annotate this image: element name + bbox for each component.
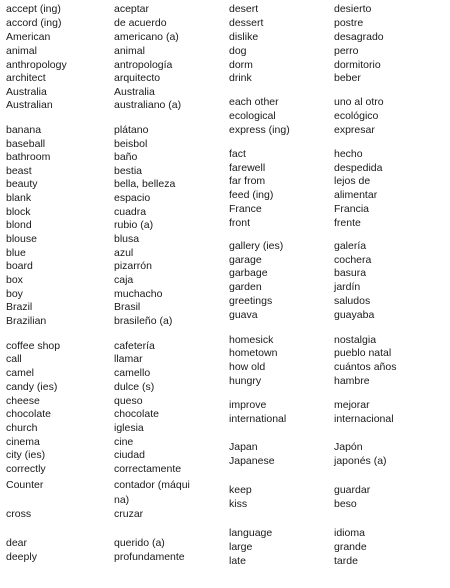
glossary-term: iglesia	[114, 422, 144, 434]
glossary-term: hungry	[229, 375, 262, 387]
glossary-term: dormitorio	[334, 59, 381, 71]
glossary-term: garden	[229, 281, 262, 293]
glossary-term: galería	[334, 240, 367, 252]
glossary-term: how old	[229, 361, 266, 373]
glossary-term: animal	[114, 45, 145, 57]
glossary-term: jardín	[334, 281, 361, 293]
glossary-term: hambre	[334, 375, 370, 387]
glossary-term: perro	[334, 45, 359, 57]
glossary-term: language	[229, 527, 273, 539]
glossary-term: animal	[6, 45, 37, 57]
glossary-term: mejorar	[334, 399, 370, 411]
glossary-term: correctly	[6, 463, 46, 475]
glossary-term: call	[6, 353, 22, 365]
glossary-term: ecological	[229, 110, 276, 122]
glossary-term: llamar	[114, 353, 143, 365]
glossary-term: Brazilian	[6, 315, 47, 327]
glossary-term: cafetería	[114, 340, 155, 352]
glossary-term: tarde	[334, 555, 358, 567]
glossary-term: lejos de	[334, 175, 371, 187]
glossary-term: queso	[114, 395, 143, 407]
glossary-term: expresar	[334, 124, 375, 136]
glossary-term: keep	[229, 484, 252, 496]
glossary-term: azul	[114, 247, 134, 259]
glossary-term: internacional	[334, 413, 394, 425]
glossary-term: basura	[334, 267, 367, 279]
glossary-term: cine	[114, 436, 134, 448]
glossary-term: caja	[114, 274, 134, 286]
glossary-term: uno al otro	[334, 96, 384, 108]
glossary-term: kiss	[229, 498, 248, 510]
glossary-term: chocolate	[6, 408, 51, 420]
glossary-term: Australia	[6, 86, 47, 98]
glossary-term: farewell	[229, 162, 266, 174]
glossary-term: pueblo natal	[334, 347, 392, 359]
glossary-term: dulce (s)	[114, 381, 155, 393]
glossary-term: dessert	[229, 17, 264, 29]
glossary-term: arquitecto	[114, 72, 161, 84]
glossary-term: candy (ies)	[6, 381, 58, 393]
glossary-term: Japan	[229, 441, 258, 453]
glossary-term: late	[229, 555, 246, 567]
glossary-term: baño	[114, 151, 138, 163]
glossary-term: de acuerdo	[114, 17, 167, 29]
glossary-term: express (ing)	[229, 124, 290, 136]
glossary-term: querido (a)	[114, 537, 165, 549]
glossary-term: blouse	[6, 233, 37, 245]
glossary-term: despedida	[334, 162, 383, 174]
glossary-term: banana	[6, 124, 42, 136]
glossary-term: greetings	[229, 295, 273, 307]
glossary-term: espacio	[114, 192, 151, 204]
glossary-term: antropología	[114, 59, 173, 71]
glossary-term: beber	[334, 72, 361, 84]
glossary-term: Francia	[334, 203, 370, 215]
glossary-term: fact	[229, 148, 246, 160]
glossary-term: beast	[6, 165, 32, 177]
glossary-term: large	[229, 541, 253, 553]
glossary-term: box	[6, 274, 23, 286]
glossary-term: Japanese	[229, 455, 275, 467]
glossary-term: chocolate	[114, 408, 159, 420]
glossary-term: homesick	[229, 334, 274, 346]
glossary-term: ciudad	[114, 449, 145, 461]
glossary-term: each other	[229, 96, 279, 108]
glossary-term: bathroom	[6, 151, 51, 163]
glossary-term: deeply	[6, 551, 37, 563]
glossary-term: block	[6, 206, 31, 218]
glossary-term: plátano	[114, 124, 149, 136]
glossary-term: board	[6, 260, 33, 272]
glossary-term: guava	[229, 309, 258, 321]
glossary-term: na)	[114, 494, 130, 506]
glossary-term: cuadra	[114, 206, 147, 218]
glossary-term: postre	[334, 17, 364, 29]
glossary-term: correctamente	[114, 463, 182, 475]
glossary-term: australiano (a)	[114, 99, 182, 111]
glossary-term: far from	[229, 175, 266, 187]
glossary-term: Japón	[334, 441, 363, 453]
glossary-term: americano (a)	[114, 31, 179, 43]
glossary-term: desert	[229, 3, 259, 15]
glossary-term: garbage	[229, 267, 268, 279]
glossary-term: desierto	[334, 3, 372, 15]
glossary-term: guardar	[334, 484, 371, 496]
glossary-term: blue	[6, 247, 26, 259]
glossary-term: dog	[229, 45, 247, 57]
glossary-term: improve	[229, 399, 267, 411]
glossary-term: accept (ing)	[6, 3, 61, 15]
glossary-term: feed (ing)	[229, 189, 274, 201]
glossary-term: brasileño (a)	[114, 315, 173, 327]
glossary-term: front	[229, 217, 251, 229]
glossary-term: drink	[229, 72, 252, 84]
glossary-term: camel	[6, 367, 35, 379]
glossary-term: ecológico	[334, 110, 379, 122]
glossary-term: gallery (ies)	[229, 240, 284, 252]
glossary-term: cochera	[334, 254, 372, 266]
glossary-term: blond	[6, 219, 32, 231]
glossary-term: blank	[6, 192, 32, 204]
glossary-term: accord (ing)	[6, 17, 62, 29]
glossary-term: cinema	[6, 436, 40, 448]
glossary-term: Australian	[6, 99, 53, 111]
glossary-term: architect	[6, 72, 46, 84]
glossary-term: Counter	[6, 479, 44, 491]
glossary-term: saludos	[334, 295, 371, 307]
glossary-term: city (ies)	[6, 449, 46, 461]
glossary-term: aceptar	[114, 3, 150, 15]
glossary-term: contador (máqui	[114, 479, 190, 491]
glossary-term: church	[6, 422, 38, 434]
glossary-term: profundamente	[114, 551, 185, 563]
glossary-term: cruzar	[114, 508, 144, 520]
glossary-term: cuántos años	[334, 361, 397, 373]
glossary-term: guayaba	[334, 309, 375, 321]
glossary-term: baseball	[6, 138, 46, 150]
glossary-term: hometown	[229, 347, 278, 359]
glossary-term: cheese	[6, 395, 40, 407]
glossary-term: Brasil	[114, 301, 141, 313]
glossary-term: garage	[229, 254, 262, 266]
glossary-term: muchacho	[114, 288, 163, 300]
glossary-term: dorm	[229, 59, 253, 71]
glossary-term: pizarrón	[114, 260, 152, 272]
glossary-term: hecho	[334, 148, 363, 160]
glossary-term: blusa	[114, 233, 140, 245]
glossary-term: Brazil	[6, 301, 33, 313]
glossary-term: beisbol	[114, 138, 148, 150]
glossary-term: bestia	[114, 165, 143, 177]
glossary-term: dislike	[229, 31, 259, 43]
glossary-term: cross	[6, 508, 32, 520]
glossary-term: American	[6, 31, 51, 43]
glossary-term: beauty	[6, 178, 38, 190]
glossary-term: Australia	[114, 86, 155, 98]
glossary-term: dear	[6, 537, 28, 549]
glossary-term: international	[229, 413, 287, 425]
glossary-term: rubio (a)	[114, 219, 154, 231]
glossary-term: camello	[114, 367, 151, 379]
glossary-term: bella, belleza	[114, 178, 176, 190]
glossary-term: nostalgia	[334, 334, 377, 346]
glossary-term: frente	[334, 217, 361, 229]
glossary-term: idioma	[334, 527, 365, 539]
glossary-term: anthropology	[6, 59, 67, 71]
glossary-term: japonés (a)	[334, 455, 387, 467]
glossary-term: alimentar	[334, 189, 378, 201]
glossary-term: beso	[334, 498, 357, 510]
glossary-term: France	[229, 203, 262, 215]
glossary-term: boy	[6, 288, 23, 300]
glossary-term: coffee shop	[6, 340, 61, 352]
glossary-term: grande	[334, 541, 367, 553]
glossary-term: desagrado	[334, 31, 384, 43]
